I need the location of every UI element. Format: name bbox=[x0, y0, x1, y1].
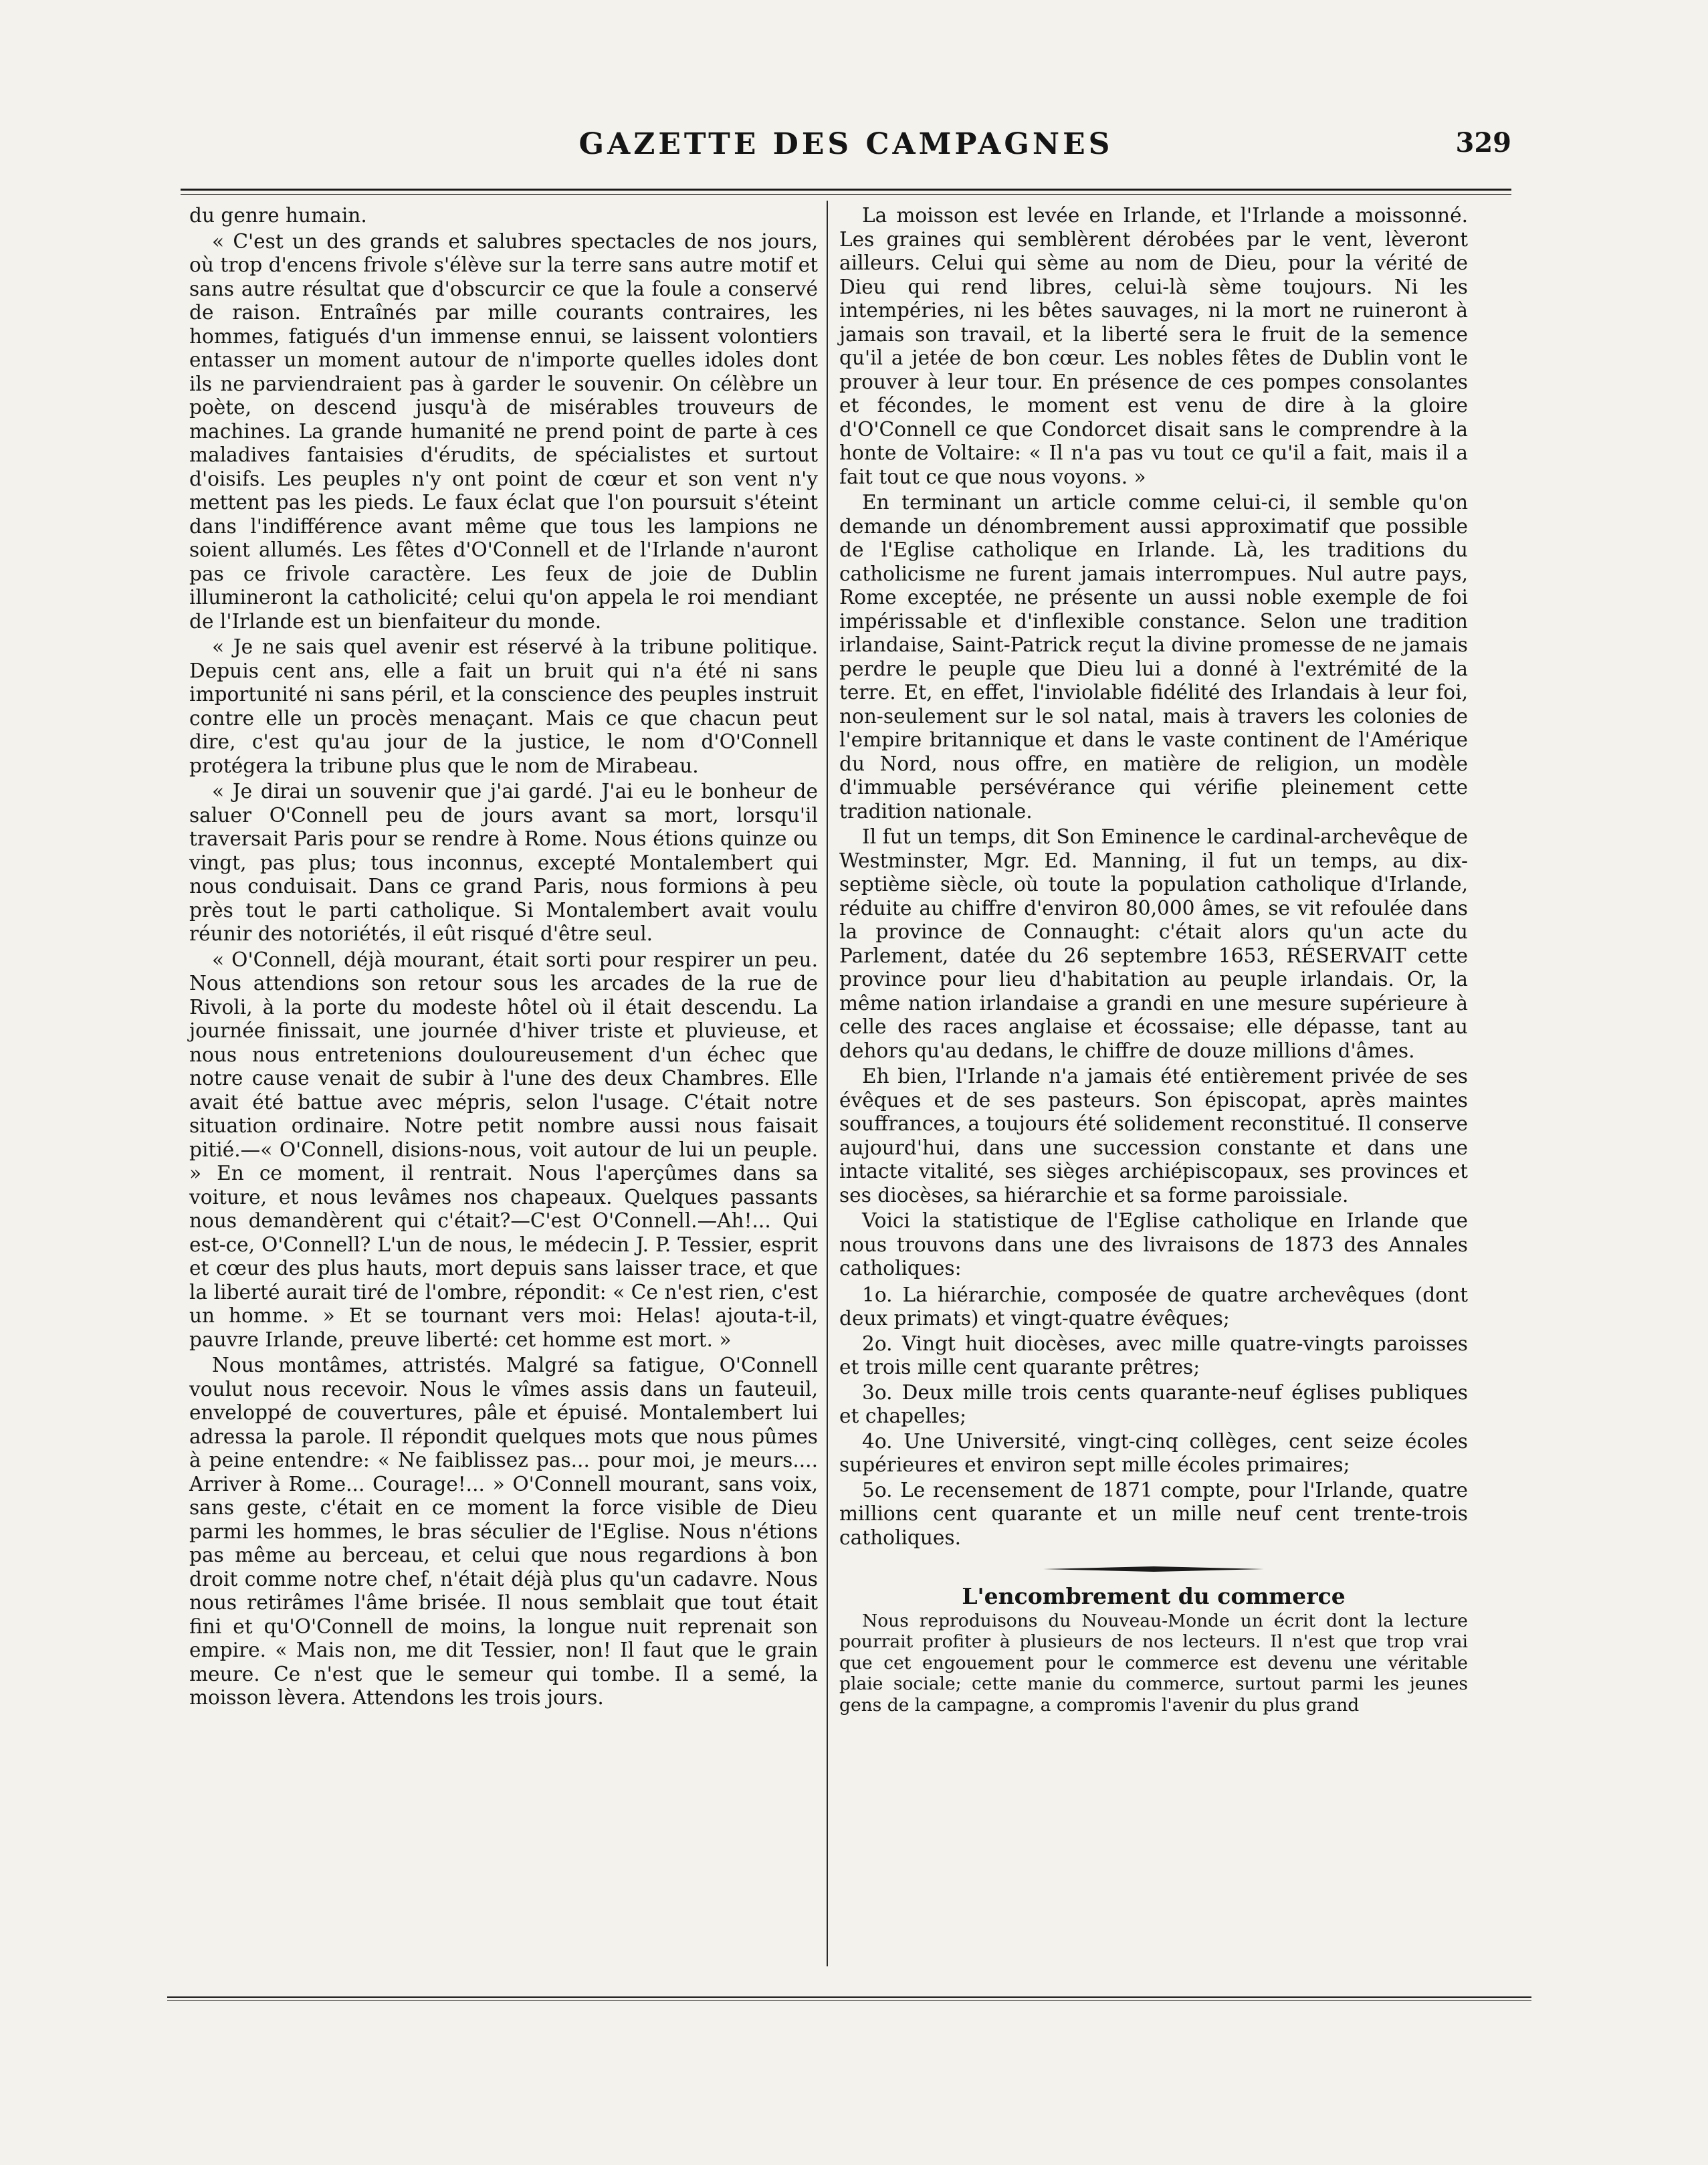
paragraph: du genre humain. bbox=[189, 204, 367, 227]
paragraph: « Je ne sais quel avenir est réservé à la tribune politique. Depuis cent ans, elle a fait un bruit qui n'a été ni sans importunité ni sans péril, et la conscience des peuples instruit contre elle un procès menaçant. Mais ce que chacun peut dire, c'est qu'au jour de la justice, le nom d'O'Connell protégera la tribune plus que le nom de Mirabeau. bbox=[189, 635, 818, 777]
section-heading: L'encombrement du commerce bbox=[962, 1583, 1346, 1609]
right-column bbox=[839, 204, 1468, 1718]
page-number: 329 bbox=[1455, 127, 1511, 159]
footer-rule bbox=[167, 1996, 1531, 2001]
paragraph: Voici la statistique de l'Eglise catholique en Irlande que nous trouvons dans une des livraisons de 1873 des Annales catholiques: bbox=[839, 1209, 1468, 1279]
paragraph: « Je dirai un souvenir que j'ai gardé. J'ai eu le bonheur de saluer O'Connell peu de jours avant sa mort, lorsqu'il traversait Paris pour se rendre à Rome. Nous étions quinze ou vingt, pas plus; tous inconnus, excepté Montalembert qui nous conduisait. Dans ce grand Paris, nous formions à peu près tout le parti catholique. Si Montalembert avait voulu réunir des notoriétés, il eût risqué d'être seul. bbox=[189, 780, 818, 945]
paragraph: Il fut un temps, dit Son Eminence le cardinal-archevêque de Westminster, Mgr. Ed. Manning, il fut un temps, au dix-septième siècle, où toute la population catholique d'Irlande, réduite au chiffre d'environ 80,000 âmes, se vit refoulée dans la province de Connaught: c'était alors qu'un acte du Parlement, datée du 26 septembre 1653, RÉSERVAIT cette province pour lieu d'habitation au peuple irlandais. Or, la même nation irlandaise a grandi en une mesure supérieure à celle des races anglaise et écossaise; elle dépasse, tant au dehors qu'au dedans, le chiffre de douze millions d'âmes. bbox=[839, 825, 1468, 1062]
list-item: 1o. La hiérarchie, composée de quatre archevêques (dont deux primats) et vingt-quatre évêques; bbox=[839, 1283, 1468, 1330]
left-column bbox=[189, 204, 818, 1712]
list-item: 2o. Vingt huit diocèses, avec mille quatre-vingts paroisses et trois mille cent quarante prêtres; bbox=[839, 1332, 1468, 1378]
header-rule bbox=[181, 189, 1511, 195]
paragraph: « C'est un des grands et salubres spectacles de nos jours, où trop d'encens frivole s'élève sur la terre sans autre motif et sans autre résultat que d'obscurcir ce que la foule a conservé de raison. Entraînés par mille courants contraires, les hommes, fatigués d'un immense ennui, se laissent volontiers entasser un moment autour de n'importe quelles idoles dont ils ne parviendraient pas à garder le souvenir. On célèbre un poète, on descend jusqu'à de misérables trouveurs de machines. La grande humanité ne prend point de parte à ces maladives fantaisies d'érudits, de spécialistes et surtout d'oisifs. Les peuples n'y ont point de cœur et son vent n'y mettent pas les pieds. Le faux éclat que l'on poursuit s'éteint dans l'indifférence avant même que tous les lampions ne soient allumés. Les fêtes d'O'Connell et de l'Irlande n'auront pas ce frivole caractère. Les feux de joie de Dublin illumineront la catholicité; celui qu'on appela le roi mendiant de l'Irlande est un bienfaiteur du monde. bbox=[189, 229, 818, 633]
paragraph: En terminant un article comme celui-ci, il semble qu'on demande un dénombrement aussi approximatif que possible de l'Eglise catholique en Irlande. Là, les traditions du catholicisme ne furent jamais interrompues. Nul autre pays, Rome exceptée, ne présente un aussi noble exemple de foi impérissable et d'inflexible constance. Selon une tradition irlandaise, Saint-Patrick reçut la divine promesse de ne jamais perdre le peuple que Dieu lui a donné à l'extrémité de la terre. Et, en effet, l'inviolable fidélité des Irlandais à leur foi, non-seulement sur le sol natal, mais à travers les colonies de l'empire britannique et dans le vaste continent de l'Amérique du Nord, nous offre, en matière de religion, un modèle d'immuable persévérance qui vérifie pleinement cette tradition nationale. bbox=[839, 491, 1468, 823]
paragraph: Eh bien, l'Irlande n'a jamais été entièrement privée de ses évêques et de ses pasteurs. Son épiscopat, après maintes souffrances, a toujours été solidement reconstitué. Il conserve aujourd'hui, dans une succession constante et dans une intacte vitalité, ses sièges archiépiscopaux, ses provinces et ses diocèses, sa hiérarchie et sa forme paroissiale. bbox=[839, 1065, 1468, 1207]
column-divider bbox=[827, 201, 828, 1966]
statistics-list bbox=[839, 1283, 1468, 1550]
section-ornament bbox=[1043, 1566, 1264, 1572]
section-body: Nous reproduisons du Nouveau-Monde un écrit dont la lecture pourrait profiter à plusieurs de nos lecteurs. Il n'est que trop vrai que cet engouement pour le commerce est devenu une véritable plaie sociale; cette manie du commerce, surtout parmi les jeunes gens de la campagne, a compromis l'avenir du plus grand bbox=[839, 1610, 1468, 1716]
publication-title: GAZETTE DES CAMPAGNES bbox=[578, 127, 1113, 161]
list-item: 4o. Une Université, vingt-cinq collèges, cent seize écoles supérieures et environ sept mille écoles primaires; bbox=[839, 1429, 1468, 1476]
list-item: 3o. Deux mille trois cents quarante-neuf églises publiques et chapelles; bbox=[839, 1380, 1468, 1427]
paragraph: Nous montâmes, attristés. Malgré sa fatigue, O'Connell voulut nous recevoir. Nous le vîmes assis dans un fauteuil, enveloppé de couvertures, pâle et épuisé. Montalembert lui adressa la parole. Il répondit quelques mots que nous pûmes à peine entendre: « Ne faiblissez pas... pour moi, je meurs.... Arriver à Rome... Courage!... » O'Connell mourant, sans voix, sans geste, c'était en ce moment la force visible de Dieu parmi les hommes, le bras séculier de l'Eglise. Nous n'étions pas même au berceau, et celui que nous regardions à bon droit comme notre chef, n'était déjà plus qu'un cadavre. Nous nous retirâmes l'âme brisée. Il nous semblait que tout était fini et qu'O'Connell de moins, la longue nuit reprenait son empire. « Mais non, me dit Tessier, non! Il faut que le grain meure. Ce n'est que le semeur qui tombe. Il a semé, la moisson lèvera. Attendons les trois jours. bbox=[189, 1354, 818, 1709]
list-item: 5o. Le recensement de 1871 compte, pour l'Irlande, quatre millions cent quarante et un mille neuf cent trente-trois catholiques. bbox=[839, 1478, 1468, 1549]
paragraph: La moisson est levée en Irlande, et l'Irlande a moissonné. Les graines qui semblèrent dérobées par le vent, lèveront ailleurs. Celui qui sème au nom de Dieu, pour la vérité de Dieu qui rend libres, celui-là sème toujours. Ni les intempéries, ni les bêtes sauvages, ni la mort ne ruineront à jamais son travail, et la liberté sera le fruit de la semence qu'il a jetée de bon cœur. Les nobles fêtes de Dublin vont le prouver à leur tour. En présence de ces pompes consolantes et fécondes, le moment est venu de dire à la gloire d'O'Connell ce que Condorcet disait sans le comprendre à la honte de Voltaire: « Il n'a pas vu tout ce qu'il a fait, mais il a fait tout ce que nous voyons. » bbox=[839, 204, 1468, 488]
running-head bbox=[181, 127, 1511, 174]
paragraph: « O'Connell, déjà mourant, était sorti pour respirer un peu. Nous attendions son retour sous les arcades de la rue de Rivoli, à la porte du modeste hôtel où il était descendu. La journée finissait, une journée d'hiver triste et pluvieuse, et nous nous entretenions douloureusement d'un échec que notre cause venait de subir à l'une des deux Chambres. Elle avait été battue avec mépris, selon l'usage. C'était notre situation ordinaire. Notre petit nombre aussi nous faisait pitié.—« O'Connell, disions-nous, voit autour de lui un peuple. » En ce moment, il rentrait. Nous l'aperçûmes dans sa voiture, et nous levâmes nos chapeaux. Quelques passants nous demandèrent qui c'était?—C'est O'Connell.—Ah!... Qui est-ce, O'Connell? L'un de nous, le médecin J. P. Tessier, esprit et cœur des plus hauts, mort depuis sans laisser trace, et que la liberté aurait tiré de l'ombre, répondit: « Ce n'est rien, c'est un homme. » Et se tournant vers moi: Helas! ajouta-t-il, pauvre Irlande, preuve liberté: cet homme est mort. » bbox=[189, 948, 818, 1351]
